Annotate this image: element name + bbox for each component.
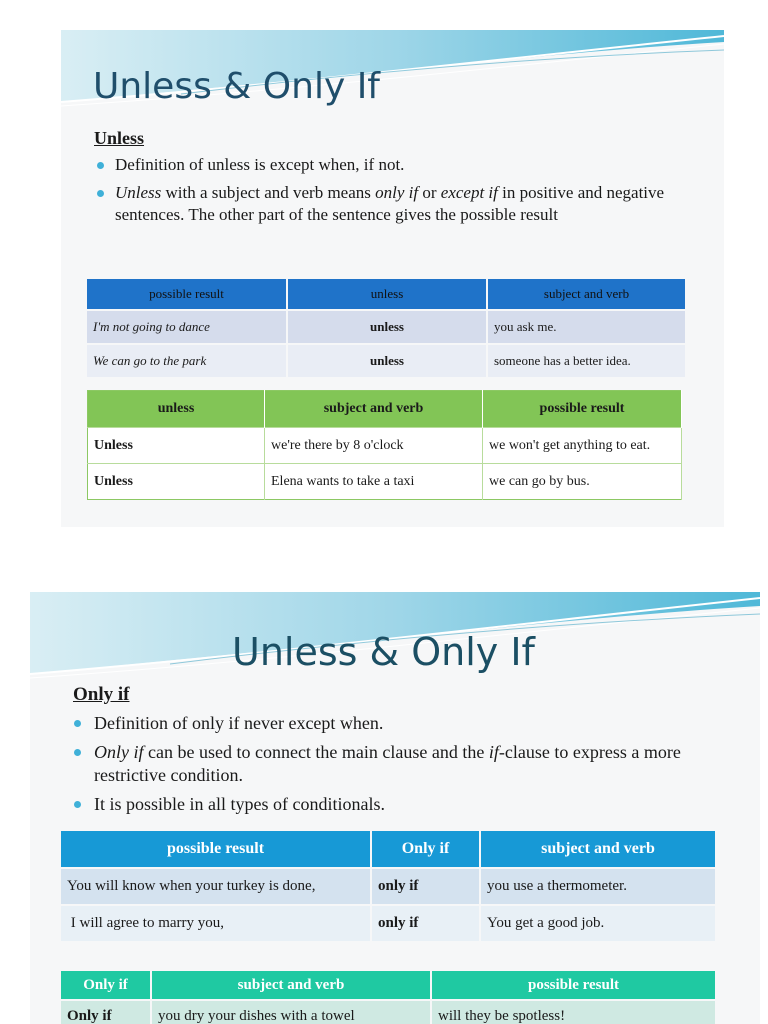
table-cell: You get a good job. <box>480 905 716 941</box>
table-cell: we're there by 8 o'clock <box>265 428 483 464</box>
bullet-text-italic: Only if <box>94 742 144 762</box>
bullet-item <box>74 741 734 787</box>
table-row <box>61 868 716 905</box>
table-cell: someone has a better idea. <box>487 344 686 377</box>
bullet-item <box>97 154 697 176</box>
table-cell: only if <box>371 868 480 905</box>
table-header-cell: unless <box>88 391 265 428</box>
bullet-dot-icon <box>74 720 81 727</box>
table-row <box>87 344 686 377</box>
bullet-dot-icon <box>97 162 104 169</box>
table-cell: unless <box>287 344 487 377</box>
table-header-cell: Only if <box>61 971 151 1000</box>
bullet-text: or <box>418 183 441 202</box>
bullet-text: with a subject and verb means <box>161 183 376 202</box>
table-cell: Unless <box>88 464 265 500</box>
table-header-cell: possible result <box>87 279 287 310</box>
bullet-item <box>74 793 734 816</box>
table-row <box>88 464 682 500</box>
table-row <box>87 310 686 344</box>
table-cell: Elena wants to take a taxi <box>265 464 483 500</box>
table-cell: you ask me. <box>487 310 686 344</box>
table-header-cell: subject and verb <box>480 831 716 868</box>
table-cell: You will know when your turkey is done, <box>61 868 371 905</box>
bullet-text-italic: except if <box>440 183 498 202</box>
table-header-cell: subject and verb <box>151 971 431 1000</box>
bullet-text: Definition of unless is except when, if not. <box>115 155 405 174</box>
bullet-item <box>97 182 697 226</box>
bullet-dot-icon <box>74 801 81 808</box>
bullet-text: Definition of only if never except when. <box>94 713 384 733</box>
table-cell: I will agree to marry you, <box>61 905 371 941</box>
bullet-dot-icon <box>74 749 81 756</box>
table-header-row <box>87 279 686 310</box>
bullet-text-italic: Unless <box>115 183 162 202</box>
table-cell: we won't get anything to eat. <box>483 428 682 464</box>
table-row <box>88 428 682 464</box>
slide-only-if <box>30 592 760 1024</box>
slide-title: Unless & Only If <box>232 630 535 674</box>
slide-title: Unless & Only If <box>93 66 380 107</box>
unless-table-unless-first <box>87 390 682 500</box>
bullet-text: -clause to express a more restrictive condition. <box>94 742 681 785</box>
table-cell: only if <box>371 905 480 941</box>
table-header-row <box>61 971 716 1000</box>
bullet-text: can be used to connect the main clause and the <box>143 742 489 762</box>
table-cell: you use a thermometer. <box>480 868 716 905</box>
table-header-row <box>61 831 716 868</box>
bullet-text: in positive and negative sentences. The other part of the sentence gives the possible result <box>115 183 665 224</box>
section-heading: Only if <box>73 684 130 705</box>
table-cell: We can go to the park <box>87 344 287 377</box>
table-header-row <box>88 391 682 428</box>
section-heading: Unless <box>94 128 145 148</box>
table-row <box>61 905 716 941</box>
table-row <box>61 1000 716 1024</box>
bullet-item <box>74 712 734 735</box>
bullet-text-italic: only if <box>375 183 419 202</box>
table-cell: Only if <box>61 1000 151 1024</box>
table-header-cell: Only if <box>371 831 480 868</box>
table-cell: will they be spotless! <box>431 1000 716 1024</box>
unless-table-result-first <box>87 279 687 377</box>
table-header-cell: possible result <box>61 831 371 868</box>
bullet-text: It is possible in all types of conditionals. <box>94 794 385 814</box>
bullet-list <box>74 712 734 822</box>
table-cell: unless <box>287 310 487 344</box>
table-cell: you dry your dishes with a towel <box>151 1000 431 1024</box>
table-cell: we can go by bus. <box>483 464 682 500</box>
bullet-list <box>97 154 697 232</box>
only-if-table-only-if-first <box>61 971 717 1024</box>
table-cell: I'm not going to dance <box>87 310 287 344</box>
table-header-cell: subject and verb <box>265 391 483 428</box>
bullet-text-italic: if <box>488 742 499 762</box>
table-header-cell: possible result <box>431 971 716 1000</box>
bullet-dot-icon <box>97 190 104 197</box>
only-if-table-result-first <box>61 831 717 941</box>
table-header-cell: unless <box>287 279 487 310</box>
table-header-cell: possible result <box>483 391 682 428</box>
slide-unless <box>61 30 724 527</box>
table-header-cell: subject and verb <box>487 279 686 310</box>
table-cell: Unless <box>88 428 265 464</box>
